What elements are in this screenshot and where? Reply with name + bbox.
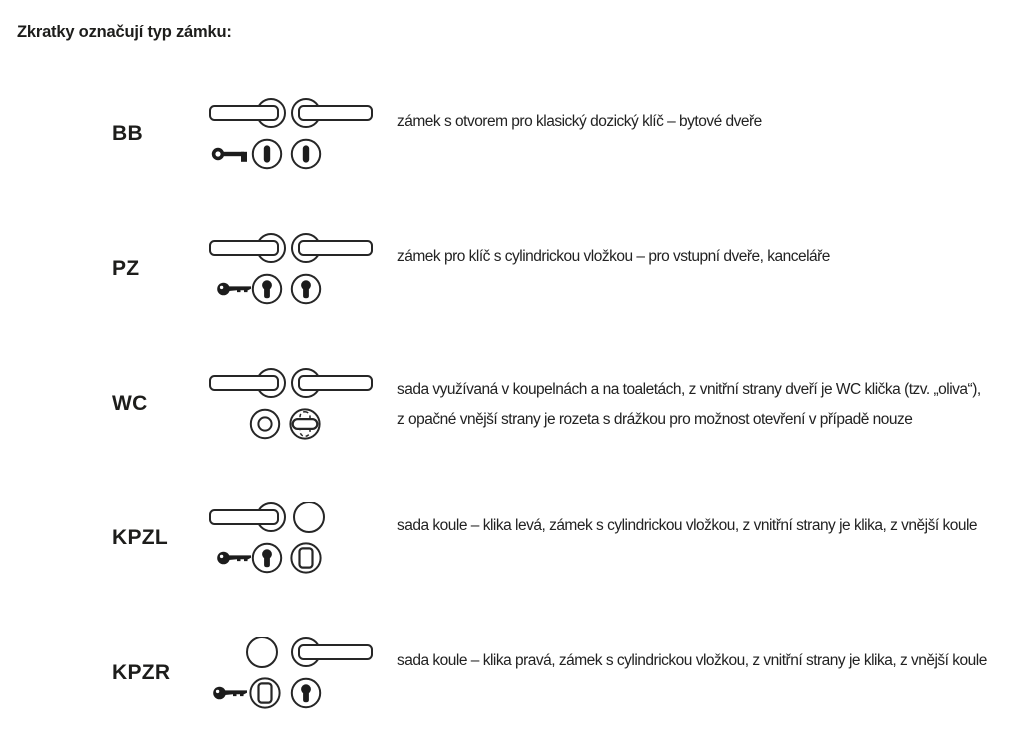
description-line: zámek s otvorem pro klasický dozický klíč – bytové dveře bbox=[397, 113, 762, 130]
lock-diagram-wc bbox=[205, 368, 380, 440]
lock-type-row-bb bbox=[0, 98, 1011, 170]
cylinder-keyhole-rosette-icon bbox=[292, 679, 320, 707]
door-handle-left-icon bbox=[210, 503, 285, 531]
lock-code-kpzl: KPZL bbox=[112, 526, 169, 549]
door-handle-right-icon bbox=[292, 369, 372, 397]
cylinder-keyhole-rosette-icon bbox=[253, 544, 281, 572]
lock-description-wc bbox=[397, 375, 991, 435]
blind-rosette-icon bbox=[250, 678, 279, 707]
door-knob-icon bbox=[294, 502, 324, 532]
cylinder-keyhole-rosette-icon bbox=[253, 275, 281, 303]
lock-type-row-kpzr bbox=[0, 637, 1011, 709]
description-line: z opačné vnější strany je rozeta s drážkou pro možnost otevření v případě nouze bbox=[397, 411, 913, 428]
lock-type-row-pz bbox=[0, 233, 1011, 305]
bb-keyhole-rosette-icon bbox=[292, 140, 320, 168]
lock-description-kpzl bbox=[397, 511, 991, 541]
groove-rosette-icon bbox=[251, 410, 279, 438]
cylinder-key-icon bbox=[217, 283, 251, 296]
door-handle-right-icon bbox=[292, 99, 372, 127]
lock-code-wc: WC bbox=[112, 392, 148, 415]
lock-diagram-pz bbox=[205, 233, 380, 305]
description-line: sada koule – klika pravá, zámek s cylindrickou vložkou, z vnitřní strany je klika, z vnější koule bbox=[397, 652, 987, 669]
lock-code-pz: PZ bbox=[112, 257, 140, 280]
cylinder-key-icon bbox=[217, 552, 251, 565]
lock-type-row-kpzl bbox=[0, 502, 1011, 574]
blind-rosette-icon bbox=[291, 543, 320, 572]
lock-description-pz bbox=[397, 242, 991, 272]
lock-description-bb bbox=[397, 107, 991, 137]
bb-keyhole-rosette-icon bbox=[253, 140, 281, 168]
page-title: Zkratky označují typ zámku: bbox=[17, 23, 232, 41]
cylinder-keyhole-rosette-icon bbox=[292, 275, 320, 303]
description-line: sada využívaná v koupelnách a na toaletách, z vnitřní strany dveří je WC klička (tzv. „oliva“), bbox=[397, 381, 981, 398]
lock-description-kpzr bbox=[397, 646, 991, 676]
door-handle-right-icon bbox=[292, 638, 372, 666]
door-handle-left-icon bbox=[210, 234, 285, 262]
description-line: sada koule – klika levá, zámek s cylindrickou vložkou, z vnitřní strany je klika, z vnější koule bbox=[397, 517, 978, 534]
lock-diagram-kpzl bbox=[205, 502, 380, 574]
wc-thumbturn-rosette-icon bbox=[290, 409, 319, 438]
lock-code-bb: BB bbox=[112, 122, 143, 145]
door-knob-icon bbox=[247, 637, 277, 667]
lock-diagram-kpzr bbox=[205, 637, 380, 709]
lock-code-kpzr: KPZR bbox=[112, 661, 171, 684]
lock-diagram-bb bbox=[205, 98, 380, 170]
classic-key-icon bbox=[214, 150, 247, 162]
door-handle-left-icon bbox=[210, 369, 285, 397]
cylinder-key-icon bbox=[213, 687, 247, 700]
lock-type-row-wc bbox=[0, 368, 1011, 440]
description-line: zámek pro klíč s cylindrickou vložkou – pro vstupní dveře, kanceláře bbox=[397, 248, 830, 265]
door-handle-right-icon bbox=[292, 234, 372, 262]
door-handle-left-icon bbox=[210, 99, 285, 127]
